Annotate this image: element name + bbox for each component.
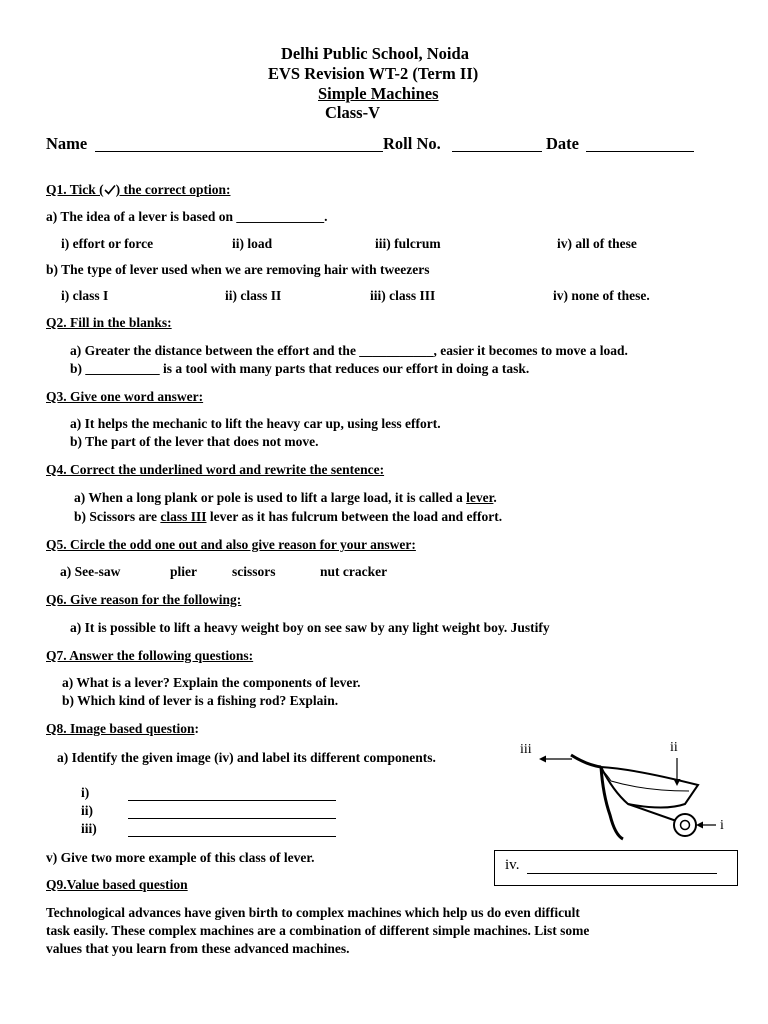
q1-b-option-2: ii) class II <box>225 288 282 303</box>
q5-option-4: nut cracker <box>320 564 388 579</box>
q4-b-end: lever as it has fulcrum between the load and effort. <box>206 509 503 524</box>
q8-blank-iii[interactable] <box>128 836 336 837</box>
q5-option-2: plier <box>170 564 197 579</box>
q1-title-part1: Q1. Tick ( <box>46 182 104 197</box>
iv-answer-box[interactable] <box>494 850 738 886</box>
q7-title: Q7. Answer the following questions: <box>46 648 254 663</box>
q8-label-ii: ii) <box>81 803 93 818</box>
q8-blank-ii[interactable] <box>128 818 336 819</box>
q3-b: b) The part of the lever that does not move. <box>70 434 319 449</box>
q4-b-underlined: class III <box>160 509 207 524</box>
q9-line-1: Technological advances have given birth to complex machines which help us do even difficult <box>46 905 580 920</box>
q1-a-option-3: iii) fulcrum <box>375 236 441 251</box>
class-label: Class-V <box>325 103 381 122</box>
q8-v: v) Give two more example of this class of lever. <box>46 850 315 865</box>
q1-title <box>46 182 230 198</box>
q3-title: Q3. Give one word answer: <box>46 389 204 404</box>
q8-title-colon: : <box>194 721 200 736</box>
exam-title: EVS Revision WT-2 (Term II) <box>268 64 479 83</box>
q2-title: Q2. Fill in the blanks: <box>46 315 172 330</box>
q1-b-question: b) The type of lever used when we are removing hair with tweezers <box>46 262 430 277</box>
image-label-i: i <box>720 818 724 833</box>
date-field[interactable] <box>586 151 694 152</box>
q5-option-1: a) See-saw <box>60 564 121 579</box>
q4-a-end: . <box>493 490 497 505</box>
tick-icon <box>104 184 116 195</box>
q4-b-text: b) Scissors are <box>74 509 161 524</box>
q8-a: a) Identify the given image (iv) and label its different components. <box>57 750 436 765</box>
iv-blank[interactable] <box>527 873 717 874</box>
q9-line-3: values that you learn from these advanced machines. <box>46 941 350 956</box>
q4-a-text: a) When a long plank or pole is used to lift a large load, it is called a <box>74 490 467 505</box>
q8-title <box>46 721 199 737</box>
name-label: Name <box>46 134 88 153</box>
q7-a: a) What is a lever? Explain the components of lever. <box>62 675 361 690</box>
q8-title-text: Q8. Image based question <box>46 721 195 736</box>
roll-field[interactable] <box>452 151 542 152</box>
school-name: Delhi Public School, Noida <box>281 44 469 63</box>
subject-title: Simple Machines <box>318 84 439 103</box>
q6-a: a) It is possible to lift a heavy weight boy on see saw by any light weight boy. Justify <box>70 620 550 635</box>
q2-a: a) Greater the distance between the effort and the ___________, easier it becomes to move a load. <box>70 343 628 358</box>
q5-title: Q5. Circle the odd one out and also give reason for your answer: <box>46 537 416 552</box>
q1-b-option-1: i) class I <box>61 288 109 303</box>
q8-label-i: i) <box>81 785 90 800</box>
q1-a-option-4: iv) all of these <box>557 236 637 251</box>
q9-title: Q9.Value based question <box>46 877 188 892</box>
q1-b-option-4: iv) none of these. <box>553 288 650 303</box>
q1-a-option-1: i) effort or force <box>61 236 154 251</box>
q4-b <box>74 509 502 525</box>
date-label: Date <box>546 134 579 153</box>
image-label-iii: iii <box>520 742 532 757</box>
q8-blank-i[interactable] <box>128 800 336 801</box>
iv-label: iv. <box>505 857 520 873</box>
q5-option-3: scissors <box>232 564 276 579</box>
q6-title: Q6. Give reason for the following: <box>46 592 242 607</box>
q3-a: a) It helps the mechanic to lift the heavy car up, using less effort. <box>70 416 441 431</box>
image-label-ii: ii <box>670 740 678 755</box>
q1-b-option-3: iii) class III <box>370 288 436 303</box>
q7-b: b) Which kind of lever is a fishing rod? Explain. <box>62 693 339 708</box>
q8-label-iii: iii) <box>81 821 97 836</box>
q9-line-2: task easily. These complex machines are a combination of different simple machines. List some <box>46 923 590 938</box>
q1-a-question: a) The idea of a lever is based on _____________. <box>46 209 328 224</box>
q1-a-option-2: ii) load <box>232 236 273 251</box>
q2-b: b) ___________ is a tool with many parts that reduces our effort in doing a task. <box>70 361 530 376</box>
q1-title-part2: ) the correct option: <box>115 182 231 197</box>
name-field[interactable] <box>95 151 383 152</box>
q4-a-underlined: lever <box>466 490 494 505</box>
q4-a <box>74 490 497 506</box>
roll-label: Roll No. <box>383 134 441 153</box>
wheelbarrow-image <box>515 735 740 850</box>
q4-title: Q4. Correct the underlined word and rewrite the sentence: <box>46 462 385 477</box>
